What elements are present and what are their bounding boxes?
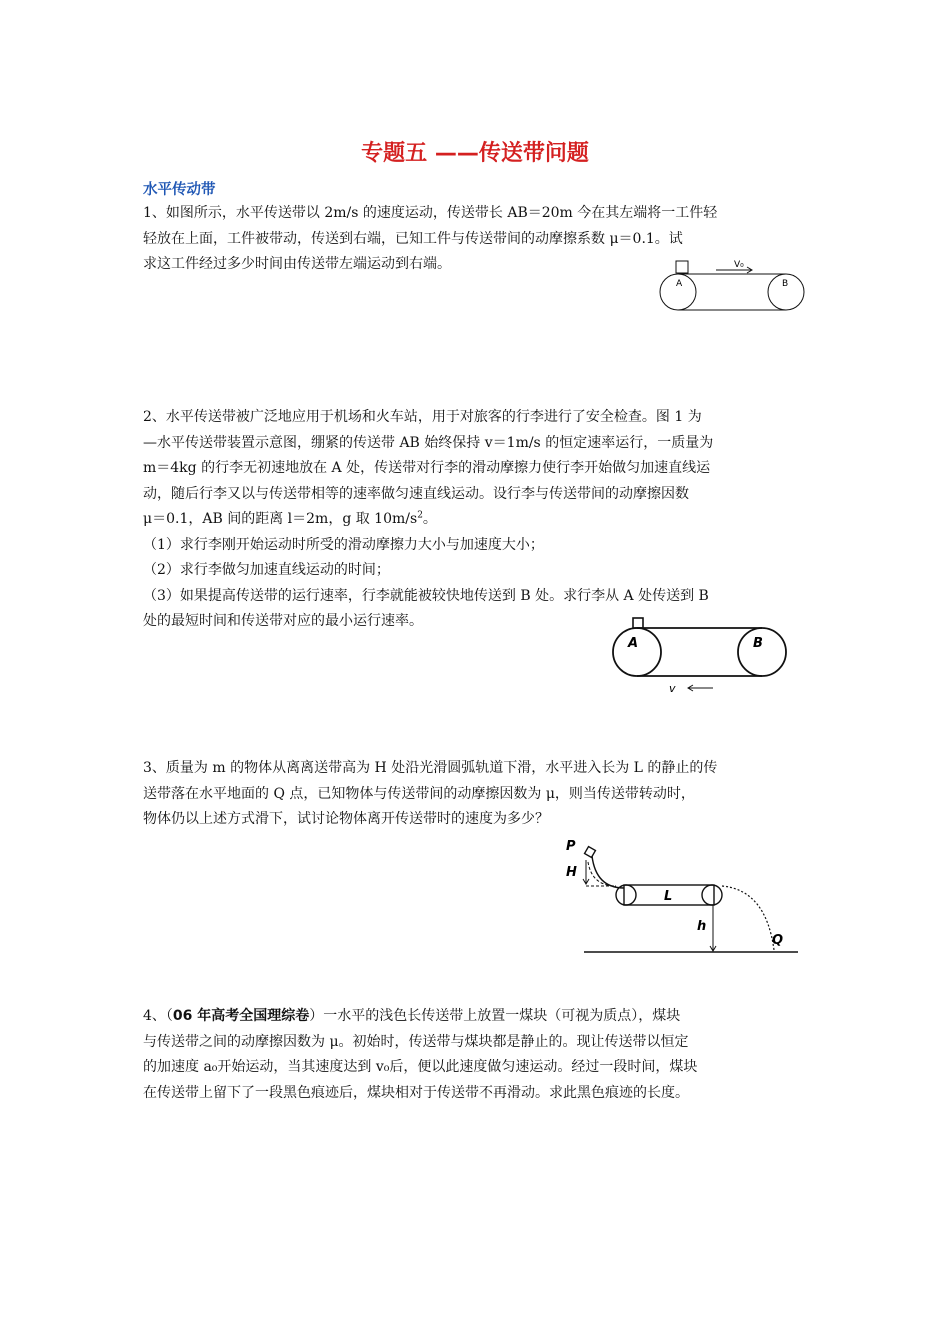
label-h-upper: H (566, 865, 577, 880)
problem-4-number: 4、（ (143, 1008, 173, 1024)
problem-4-text (143, 1004, 808, 1106)
label-b: B (782, 279, 789, 289)
label-a: A (628, 636, 639, 651)
label-l: L (664, 889, 673, 904)
label-q: Q (772, 933, 784, 948)
label-a: A (676, 279, 683, 289)
workpiece-block (676, 261, 688, 273)
velocity-label: V₀ (734, 260, 744, 270)
sub-question-2: （2）求行李做匀加速直线运动的时间； (143, 562, 390, 578)
problem-1-line: 轻放在上面，工件被带动，传送到右端，已知工件与传送带间的动摩擦系数 μ＝0.1。试 (143, 230, 683, 247)
exponent: 2 (417, 510, 423, 521)
projectile-path (722, 886, 774, 950)
problem-3-line: 物体仍以上述方式滑下，试讨论物体离开传送带时的速度为多少？ (143, 811, 549, 827)
problem-2-line: —水平传送带装置示意图，绷紧的传送带 AB 始终保持 v＝1m/s 的恒定速率运行，一质量为 (143, 434, 714, 451)
arc-track (592, 856, 624, 888)
problem-1-line: 1、如图所示，水平传送带以 2m/s 的速度运动，传送带长 AB＝20m 今在其左端将一工件轻 (143, 205, 718, 221)
problem-1-line: 求这工件经过多少时间由传送带左端运动到右端。 (143, 256, 451, 272)
slide-conveyor-figure (560, 838, 804, 960)
pulley-right (702, 885, 722, 905)
conveyor-figure-1 (654, 255, 810, 315)
luggage-block (633, 618, 643, 628)
velocity-label: v (669, 682, 676, 695)
label-p: P (566, 839, 576, 854)
pulley-left (616, 885, 636, 905)
problem-2-line (143, 507, 808, 533)
problem-2-line: m＝4kg 的行李无初速地放在 A 处，传送带对行李的滑动摩擦力使行李开始做匀加速直线运 (143, 460, 711, 476)
page-title: 专题五 ——传送带问题 (361, 141, 589, 166)
problem-3-line: 送带落在水平地面的 Q 点，已知物体与传送带间的动摩擦因数为 μ，则当传送带转动时， (143, 785, 695, 802)
section-heading: 水平传动带 (143, 182, 216, 198)
label-b: B (753, 636, 763, 651)
problem-3-text (143, 756, 808, 833)
problem-4-rest: ）一水平的浅色长传送带上放置一煤块（可视为质点），煤块 (309, 1008, 681, 1024)
line-end: 。 (422, 511, 437, 527)
problem-4-line: 与传送带之间的动摩擦因数为 μ。初始时，传送带与煤块都是静止的。现让传送带以恒定 (143, 1033, 689, 1050)
problem-4-line (143, 1004, 808, 1030)
sub-question-3: （3）如果提高传送带的运行速率，行李就能被较快地传送到 B 处。求行李从 A 处传送到 B (143, 587, 709, 604)
conveyor-figure-2 (612, 616, 802, 698)
sub-question-1: （1）求行李刚开始运动时所受的滑动摩擦力大小与加速度大小； (143, 536, 544, 553)
given-values: μ＝0.1，AB 间的距离 l＝2m，g 取 10m/s (143, 511, 418, 527)
problem-4-line: 在传送带上留下了一段黑色痕迹后，煤块相对于传送带不再滑动。求此黑色痕迹的长度。 (143, 1084, 689, 1101)
problem-4-line: 的加速度 a₀开始运动，当其速度达到 v₀后，便以此速度做匀速运动。经过一段时间，煤块 (143, 1059, 698, 1075)
sliding-object (585, 847, 596, 858)
problem-4-source: 06 年高考全国理综卷 (172, 1008, 310, 1024)
problem-3-line: 3、质量为 m 的物体从离离送带高为 H 处沿光滑圆弧轨道下滑，水平进入长为 L 的静止的传 (143, 760, 718, 776)
label-h-lower: h (697, 919, 707, 934)
sub-question-3-cont: 处的最短时间和传送带对应的最小运行速率。 (143, 613, 423, 629)
problem-2-line: 动，随后行李又以与传送带相等的速率做匀速直线运动。设行李与传送带间的动摩擦因数 (143, 485, 689, 502)
problem-2-text (143, 405, 808, 635)
problem-2-line: 2、水平传送带被广泛地应用于机场和火车站，用于对旅客的行李进行了安全检查。图 1 为 (143, 409, 702, 425)
arc-track-dashed (588, 862, 616, 886)
